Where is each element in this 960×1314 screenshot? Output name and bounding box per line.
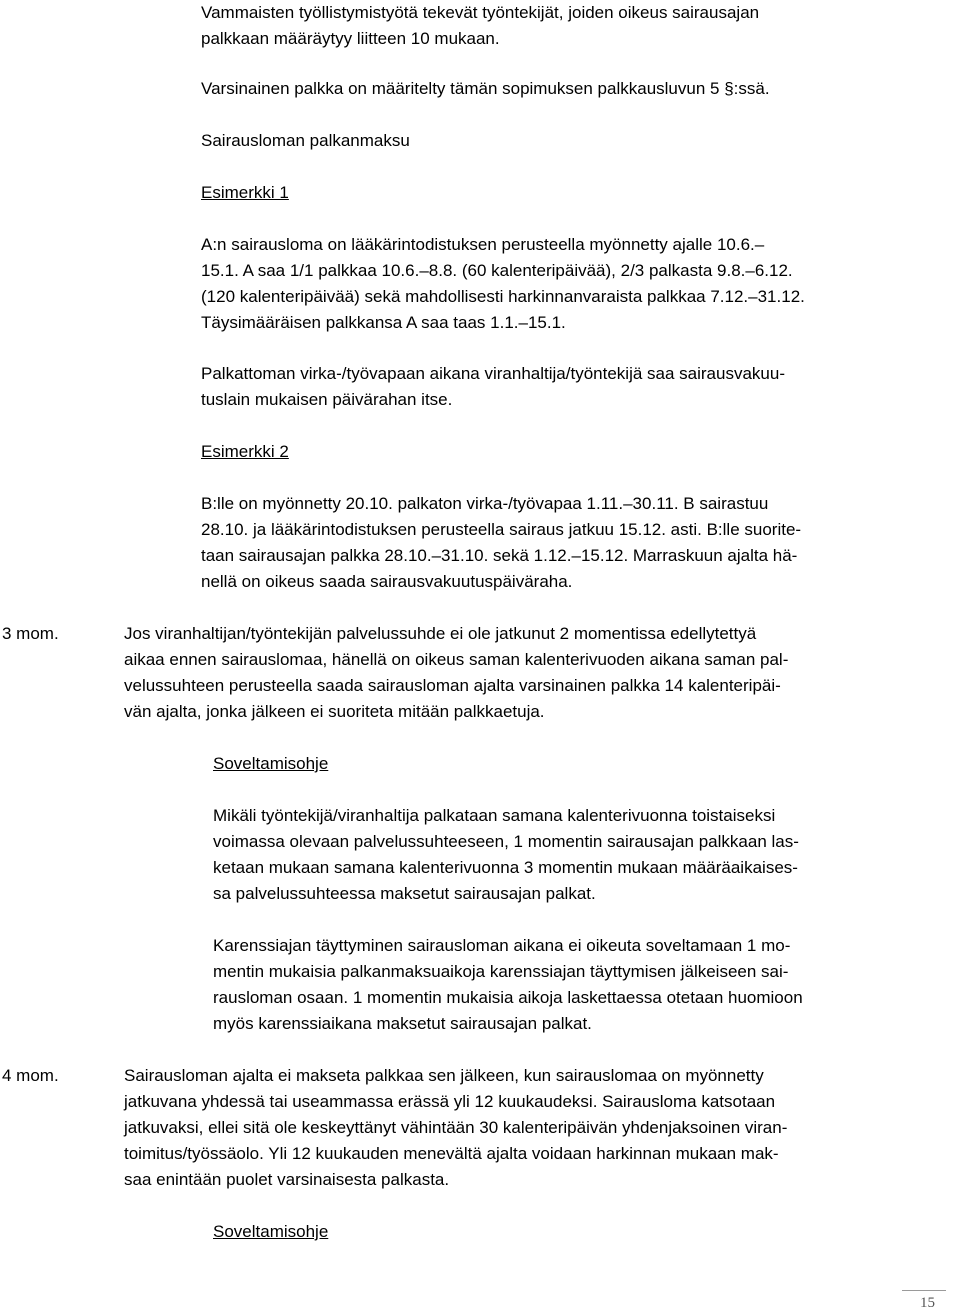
example-2-text: [201, 491, 801, 595]
text-line: Täysimääräisen palkkansa A saa taas 1.1.–15.1.: [201, 313, 566, 332]
text-line: jatkuvaksi, ellei sitä ole keskeyttänyt vähintään 30 kalenteripäivän yhdenjaksoinen viran-: [124, 1118, 788, 1137]
text-line: sa palvelussuhteessa maksetut sairausajan palkat.: [213, 884, 596, 903]
text-line: (120 kalenteripäivää) sekä mahdollisesti harkinnanvaraista palkkaa 7.12.–31.12.: [201, 287, 805, 306]
text-line: rausloman osaan. 1 momentin mukaisia aikoja laskettaessa otetaan huomioon: [213, 988, 803, 1007]
example-1-title: Esimerkki 1: [201, 183, 289, 202]
text-line: toimitus/työssäolo. Yli 12 kuukauden menevältä ajalta voidaan harkinnan mukaan mak-: [124, 1144, 779, 1163]
text-line: aikaa ennen sairauslomaa, hänellä on oikeus saman kalenterivuoden aikana saman pal-: [124, 650, 789, 669]
text-line: voimassa olevaan palvelussuhteeseen, 1 momentin sairausajan palkkaan las-: [213, 832, 799, 851]
text-line: 15.1. A saa 1/1 palkkaa 10.6.–8.8. (60 kalenteripäivää), 2/3 palkasta 9.8.–6.12.: [201, 261, 793, 280]
text-line: palkkaan määräytyy liitteen 10 mukaan.: [201, 29, 500, 48]
text-line: Palkattoman virka-/työvapaan aikana viranhaltija/työntekijä saa sairausvakuu-: [201, 364, 785, 383]
footer-divider: [902, 1290, 946, 1291]
section-label-4-mom: 4 mom.: [2, 1066, 59, 1085]
unpaid-leave-paragraph: [201, 361, 785, 413]
text-line: tuslain mukaisen päivärahan itse.: [201, 390, 453, 409]
text-line: B:lle on myönnetty 20.10. palkaton virka-/työvapaa 1.11.–30.11. B sairastuu: [201, 494, 769, 513]
text-line: mentin mukaisia palkanmaksuaikoja karenssiajan täyttymisen jälkeiseen sai-: [213, 962, 789, 981]
text-line: myös karenssiaikana maksetut sairausajan palkat.: [213, 1014, 592, 1033]
text-line: 28.10. ja lääkärintodistuksen perusteella sairaus jatkuu 15.12. asti. B:lle suorite-: [201, 520, 802, 539]
section-3-text: [124, 621, 788, 725]
application-guide-title: Soveltamisohje: [213, 754, 329, 773]
text-line: Jos viranhaltijan/työntekijän palvelussuhde ei ole jatkunut 2 momentissa edellytettyä: [124, 624, 757, 643]
example-2-title: Esimerkki 2: [201, 442, 289, 461]
text-line: jatkuvana yhdessä tai useammassa erässä yli 12 kuukaudeksi. Sairausloma katsotaan: [124, 1092, 776, 1111]
application-guide-paragraph-1: [213, 803, 799, 907]
text-line: nellä on oikeus saada sairausvakuutuspäiväraha.: [201, 572, 573, 591]
text-line: Vammaisten työllistymistyötä tekevät työntekijät, joiden oikeus sairausajan: [201, 3, 760, 22]
text-line: A:n sairausloma on lääkärintodistuksen perusteella myönnetty ajalle 10.6.–: [201, 235, 765, 254]
section-label-3-mom: 3 mom.: [2, 624, 59, 643]
section-heading: Sairausloman palkanmaksu: [201, 131, 410, 150]
example-1-text: [201, 232, 805, 336]
text-line: Karenssiajan täyttyminen sairausloman aikana ei oikeuta soveltamaan 1 mo-: [213, 936, 791, 955]
application-guide-title: Soveltamisohje: [213, 1222, 329, 1241]
text-line: saa enintään puolet varsinaisesta palkasta.: [124, 1170, 450, 1189]
intro-paragraph-2: Varsinainen palkka on määritelty tämän sopimuksen palkkausluvun 5 §:ssä.: [201, 79, 770, 98]
text-line: ketaan mukaan samana kalenterivuonna 3 momentin mukaan määräaikaises-: [213, 858, 798, 877]
section-4-text: [124, 1063, 787, 1193]
page-number: 15: [920, 1295, 935, 1311]
text-line: taan sairausajan palkka 28.10.–31.10. sekä 1.12.–15.12. Marraskuun ajalta hä-: [201, 546, 798, 565]
text-line: velussuhteen perusteella saada sairausloman ajalta varsinainen palkka 14 kalenteripäi-: [124, 676, 781, 695]
application-guide-paragraph-2: [213, 933, 803, 1037]
intro-paragraph-1: [201, 0, 759, 52]
text-line: Sairausloman ajalta ei makseta palkkaa sen jälkeen, kun sairauslomaa on myönnetty: [124, 1066, 764, 1085]
text-line: Mikäli työntekijä/viranhaltija palkataan samana kalenterivuonna toistaiseksi: [213, 806, 776, 825]
text-line: vän ajalta, jonka jälkeen ei suoriteta mitään palkkaetuja.: [124, 702, 545, 721]
